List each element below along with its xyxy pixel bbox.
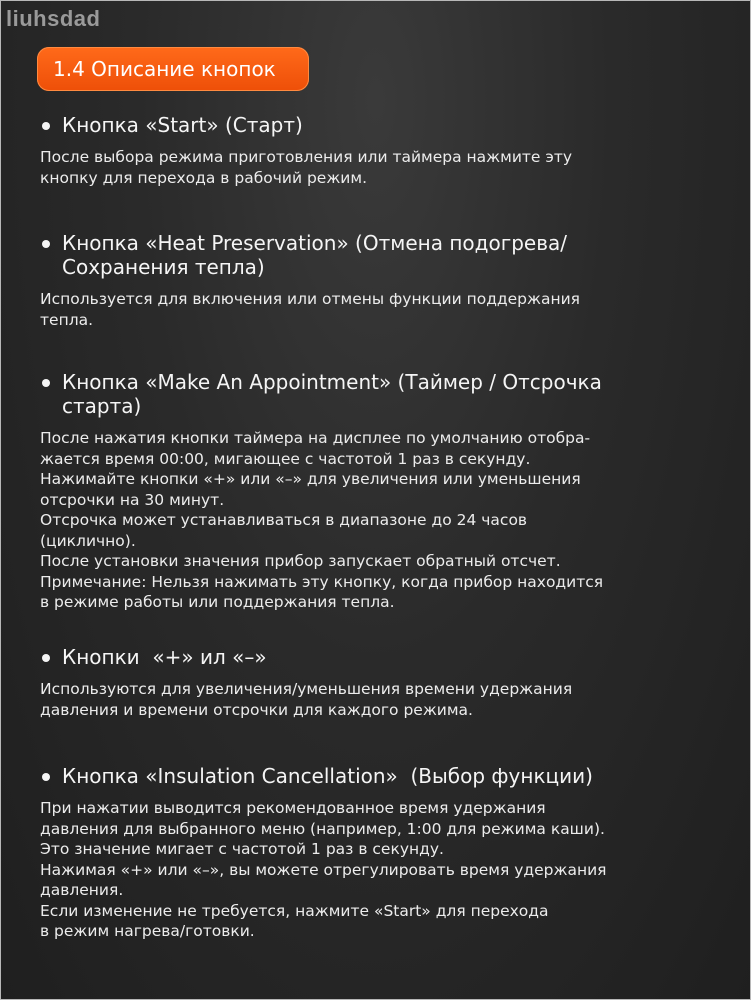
watermark: liuhsdad xyxy=(6,6,101,31)
section-body: Используются для увеличения/уменьшения времени удержания давления и времени отсрочки для каждого режима. xyxy=(40,680,573,719)
bullet-icon xyxy=(42,240,50,248)
section-insulation-cancellation-button xyxy=(40,764,710,942)
section-heading: Кнопка «Make An Appointment» (Таймер / Отсрочка старта) xyxy=(40,370,710,418)
section-heading: Кнопка «Heat Preservation» (Отмена подогрева/ Сохранения тепла) xyxy=(40,231,710,279)
bullet-icon xyxy=(42,379,50,387)
bullet-icon xyxy=(42,122,50,130)
section-body: Используется для включения или отмены функции поддержания тепла. xyxy=(40,290,580,329)
section-title-badge xyxy=(37,47,309,91)
section-heading: Кнопки «+» ил «–» xyxy=(40,645,710,669)
section-title: 1.4 Описание кнопок xyxy=(53,57,276,81)
section-heat-preservation-button xyxy=(40,231,710,330)
section-body: При нажатии выводится рекомендованное время удержания давления для выбранного меню (например, 1:00 для режима каши). Это значение мигает с частотой 1 раз в секунду. Нажимая «+» или «–», вы можете отрегулировать время удержания давления. Если изменение не требуется, нажмите «Start» для перехода в режим нагрева/готовки. xyxy=(40,799,607,940)
section-appointment-button xyxy=(40,370,710,613)
bullet-icon xyxy=(42,773,50,781)
section-heading: Кнопка «Insulation Cancellation» (Выбор функции) xyxy=(40,764,710,788)
section-plus-minus-buttons xyxy=(40,645,710,720)
section-start-button xyxy=(40,113,710,188)
section-body: После нажатия кнопки таймера на дисплее по умолчанию отобра- жается время 00:00, мигающее с частотой 1 раз в секунду. Нажимайте кнопки «+» или «–» для увеличения или уменьшения отсрочки на 30 минут. Отсрочка может устанавливаться в диапазоне до 24 часов (циклично). После установки значения прибор запускает обратный отсчет. Примечание: Нельзя нажимать эту кнопку, когда прибор находится в режиме работы или поддержания тепла. xyxy=(40,429,604,611)
section-body: После выбора режима приготовления или таймера нажмите эту кнопку для перехода в рабочий режим. xyxy=(40,148,573,187)
bullet-icon xyxy=(42,654,50,662)
section-heading: Кнопка «Start» (Старт) xyxy=(40,113,710,137)
